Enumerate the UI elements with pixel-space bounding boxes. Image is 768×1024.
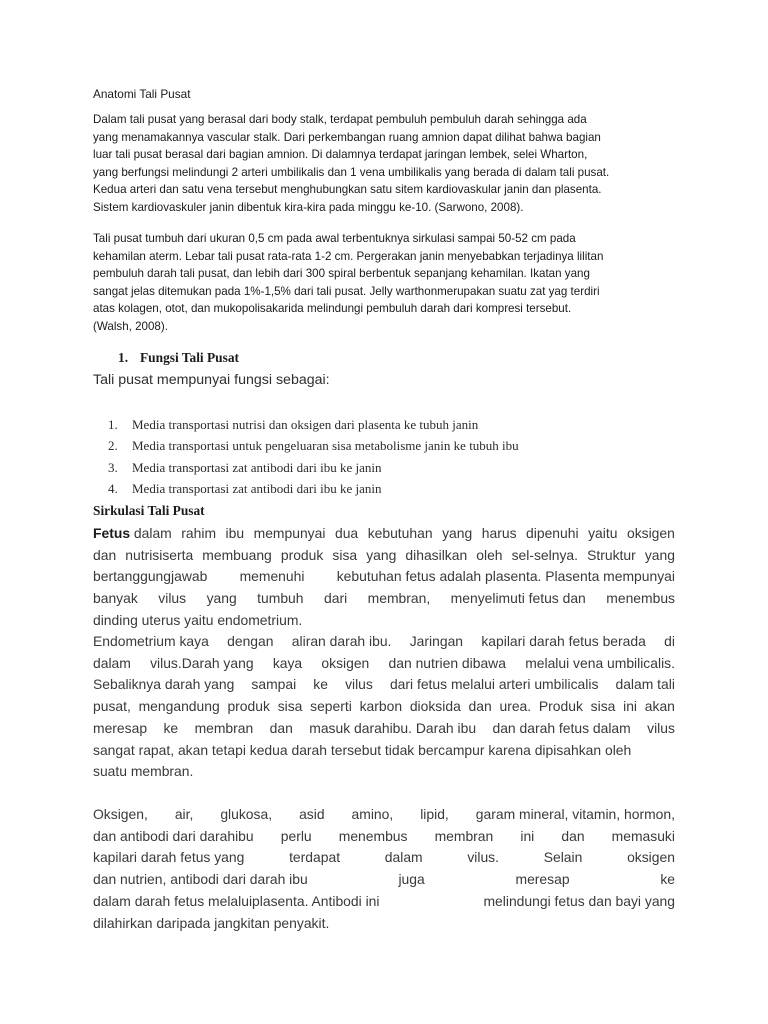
text-segment: produk [227, 698, 270, 715]
list-item [108, 481, 519, 502]
text-line [93, 826, 675, 848]
text-segment: ke [163, 719, 179, 736]
text-segment: tumbuh [257, 590, 304, 607]
list-number: 3. [108, 459, 118, 475]
text-line [93, 740, 675, 762]
text-segment: banyak [93, 590, 138, 607]
text-segment: oksigen [626, 525, 675, 541]
text-segment: yang [366, 546, 397, 563]
text-segment: lipid, [420, 806, 449, 822]
text-segment: ke [660, 871, 675, 888]
list-item [108, 438, 519, 459]
text-segment: dari [324, 590, 348, 607]
text-segment: harus [481, 525, 517, 541]
text-segment: dua [334, 525, 359, 541]
text-line [93, 804, 675, 826]
text-segment: oleh [476, 546, 503, 563]
text-segment: dengan [227, 633, 274, 649]
text-segment: Struktur [587, 546, 636, 563]
text-segment: perlu [280, 827, 312, 844]
paragraph-pertumbuhan [93, 230, 673, 336]
list-item-text: Media transportasi nutrisi dan oksigen dari plasenta ke tubuh janin [132, 417, 479, 432]
text-segment: dipenuhi [526, 525, 579, 541]
text-line: pembuluh darah tali pusat, dan lebih dari 300 spiral berbentuk sepanjang kehamilan. Ikatan yang [93, 267, 590, 281]
fungsi-list [108, 417, 519, 503]
text-segment: urea. [499, 698, 532, 715]
text-segment: yang [206, 590, 237, 607]
list-item [108, 417, 519, 438]
list-item-text: Media transportasi zat antibodi dari ibu ke janin [132, 459, 382, 475]
text-segment [93, 523, 172, 545]
text-line [93, 631, 675, 653]
text-line [93, 869, 675, 891]
list-number: 2. [108, 438, 118, 454]
text-segment: membran [194, 719, 254, 736]
text-line: Kedua arteri dan satu vena tersebut menghubungkan satu sitem kardiovaskular janin dan plasenta. [93, 183, 602, 197]
list-item-text: Media transportasi zat antibodi dari ibu ke janin [132, 481, 382, 497]
text-segment: vilus.Darah yang [150, 654, 254, 671]
text-segment: dan darah fetus dalam [492, 719, 631, 736]
text-segment: dioksida [409, 698, 461, 715]
text-segment: air, [174, 806, 194, 822]
text-line [93, 847, 675, 869]
text-segment: Endometrium kaya [93, 633, 209, 649]
text-segment: menembus [338, 827, 408, 844]
text-segment: dan [468, 698, 492, 715]
document-title: Anatomi Tali Pusat [93, 87, 191, 101]
text-line: atas kolagen, otot, dan mukopolisakarida melindungi pembuluh darah dari kompresi tersebut. [93, 302, 572, 316]
text-segment: dan nutrien dibawa [388, 654, 506, 671]
section-heading-fungsi [118, 350, 239, 366]
text-segment: dan [269, 719, 293, 736]
text-segment: kebutuhan [367, 525, 433, 541]
text-segment: membran, [367, 590, 431, 607]
text-segment: Selain [543, 849, 583, 866]
text-line [93, 674, 675, 696]
text-segment: seperti [310, 698, 352, 715]
text-segment: sisa [277, 698, 303, 715]
text-line [93, 545, 675, 567]
text-line [93, 653, 675, 675]
text-segment: sangat rapat, akan tetapi kedua darah tersebut tidak bercampur karena dipisahkan oleh [93, 741, 632, 758]
text-segment: dalam [133, 525, 172, 541]
paragraph-fetus [93, 523, 675, 632]
text-line: (Walsh, 2008). [93, 319, 168, 333]
text-segment: dan [93, 546, 117, 563]
text-line: Dalam tali pusat yang berasal dari body stalk, terdapat pembuluh pembuluh darah sehingga ada [93, 113, 587, 126]
list-number: 1. [108, 417, 118, 432]
text-segment: dan antibodi dari darahibu [93, 827, 254, 844]
text-segment: dan [561, 827, 585, 844]
text-segment: dalam tali [615, 676, 675, 693]
text-segment: ke [313, 676, 328, 693]
text-line: Tali pusat tumbuh dari ukuran 0,5 cm pada awal terbentuknya sirkulasi sampai 50-52 cm pada [93, 232, 576, 245]
text-line [93, 588, 675, 610]
text-segment: pusat, [93, 698, 131, 715]
text-segment: dalam [384, 849, 423, 866]
text-segment: terdapat [289, 849, 341, 866]
text-line [93, 696, 675, 718]
text-line [93, 718, 675, 740]
text-segment: aliran darah ibu. [291, 633, 392, 649]
text-segment: yang [442, 525, 473, 541]
text-segment: Jaringan [409, 633, 464, 649]
text-segment: glukosa, [220, 806, 273, 822]
paragraph-anatomi [93, 111, 673, 217]
text-line: dinding uterus yaitu endometrium. [93, 611, 303, 628]
text-segment: di [664, 633, 675, 649]
text-line: luar tali pusat berasal dari bagian amnion. Di dalamnya terdapat jaringan lembek, selei Wharton, [93, 148, 588, 162]
text-segment: Produk [538, 698, 583, 715]
text-segment: yang [644, 546, 675, 563]
text-segment: mempunyai [253, 525, 326, 541]
text-segment: menembus [606, 590, 675, 607]
text-segment: dalam darah fetus melaluiplasenta. Antibodi ini [93, 892, 380, 909]
text-line: kehamilan aterm. Lebar tali pusat rata-rata 1-2 cm. Pergerakan janin menyebabkan terjadinya lilitan [93, 249, 604, 263]
text-segment: kapilari darah fetus yang [93, 849, 245, 866]
text-segment: Sebaliknya darah yang [93, 676, 235, 693]
text-segment: membuang [202, 546, 272, 563]
text-segment: amino, [351, 806, 394, 822]
text-segment: Oksigen, [93, 806, 148, 822]
text-segment: melalui vena umbilicalis. [525, 654, 675, 671]
text-segment: juga [398, 871, 425, 888]
text-segment: karbon [359, 698, 403, 715]
list-item [108, 460, 519, 481]
text-segment: sisa [332, 546, 358, 563]
text-segment: ini [623, 698, 638, 715]
section-number: 1. [118, 350, 129, 365]
list-number: 4. [108, 481, 118, 497]
section-heading-sirkulasi: Sirkulasi Tali Pusat [93, 503, 205, 518]
text-segment: vilus [345, 676, 373, 693]
text-segment: asid [299, 806, 325, 822]
text-line: yang berfungsi melindungi 2 arteri umbilikalis dan 1 vena umbilikalis yang berada di dalam tali pusat. [93, 165, 610, 179]
text-line: yang menamakannya vascular stalk. Dari perkembangan ruang amnion dapat dilihat bahwa bagian [93, 130, 601, 144]
text-segment: oksigen [321, 654, 370, 671]
text-segment: meresap [515, 871, 570, 888]
text-segment: ini [520, 827, 535, 844]
text-segment: dihasilkan [405, 546, 468, 563]
text-segment: mengandung [138, 698, 220, 715]
text-line [93, 891, 675, 913]
text-segment: kapilari darah fetus berada [481, 633, 646, 649]
text-segment: dan nutrien, antibodi dari darah ibu [93, 871, 308, 888]
text-segment: rahim [181, 525, 217, 541]
text-line: dilahirkan daripada jangkitan penyakit. [93, 914, 330, 931]
text-segment: yaitu [588, 525, 618, 541]
text-segment: kaya [272, 654, 303, 671]
text-segment: sisa [590, 698, 616, 715]
text-segment: produk [280, 546, 324, 563]
text-segment: vilus [158, 590, 187, 607]
text-line: Sistem kardiovaskuler janin dibentuk kira-kira pada minggu ke-10. (Sarwono, 2008). [93, 200, 524, 214]
paragraph-endometrium [93, 631, 675, 783]
text-segment: memenuhi [239, 568, 305, 585]
text-segment: melindungi fetus dan bayi yang [483, 892, 675, 909]
text-segment: sampai [251, 676, 297, 693]
text-segment: membran [434, 827, 494, 844]
section-heading-text: Fungsi Tali Pusat [140, 350, 239, 365]
text-segment: garam mineral, vitamin, hormon, [475, 806, 675, 822]
text-segment: nutrisiserta [125, 546, 194, 563]
text-segment: oksigen [627, 849, 675, 866]
bold-lead-word: Fetus [93, 525, 131, 541]
text-segment: memasuki [611, 827, 675, 844]
text-segment: sel-selnya. [511, 546, 579, 563]
text-line [93, 566, 675, 588]
text-segment: dari fetus melalui arteri umbilicalis [389, 676, 599, 693]
fungsi-intro: Tali pusat mempunyai fungsi sebagai: [93, 372, 330, 388]
text-segment: vilus. [467, 849, 499, 866]
text-line: sangat jelas ditemukan pada 1%-1,5% dari tali pusat. Jelly warthonmerupakan suatu zat yag terdiri [93, 284, 600, 298]
text-segment: dalam [93, 654, 131, 671]
text-segment: menyelimuti fetus dan [450, 590, 586, 607]
paragraph-oksigen [93, 804, 675, 934]
text-line [93, 523, 675, 545]
text-segment: ibu [225, 525, 245, 541]
text-segment: masuk darahibu. Darah ibu [309, 719, 477, 736]
text-segment: kebutuhan fetus adalah plasenta. Plasenta mempunyai [336, 568, 675, 585]
text-segment: bertanggungjawab [93, 568, 208, 585]
text-segment: akan [644, 698, 675, 715]
list-item-text: Media transportasi untuk pengeluaran sisa metabolisme janin ke tubuh ibu [132, 438, 519, 454]
text-line: suatu membran. [93, 763, 194, 780]
text-segment: meresap [93, 719, 148, 736]
text-segment: vilus [647, 719, 675, 736]
